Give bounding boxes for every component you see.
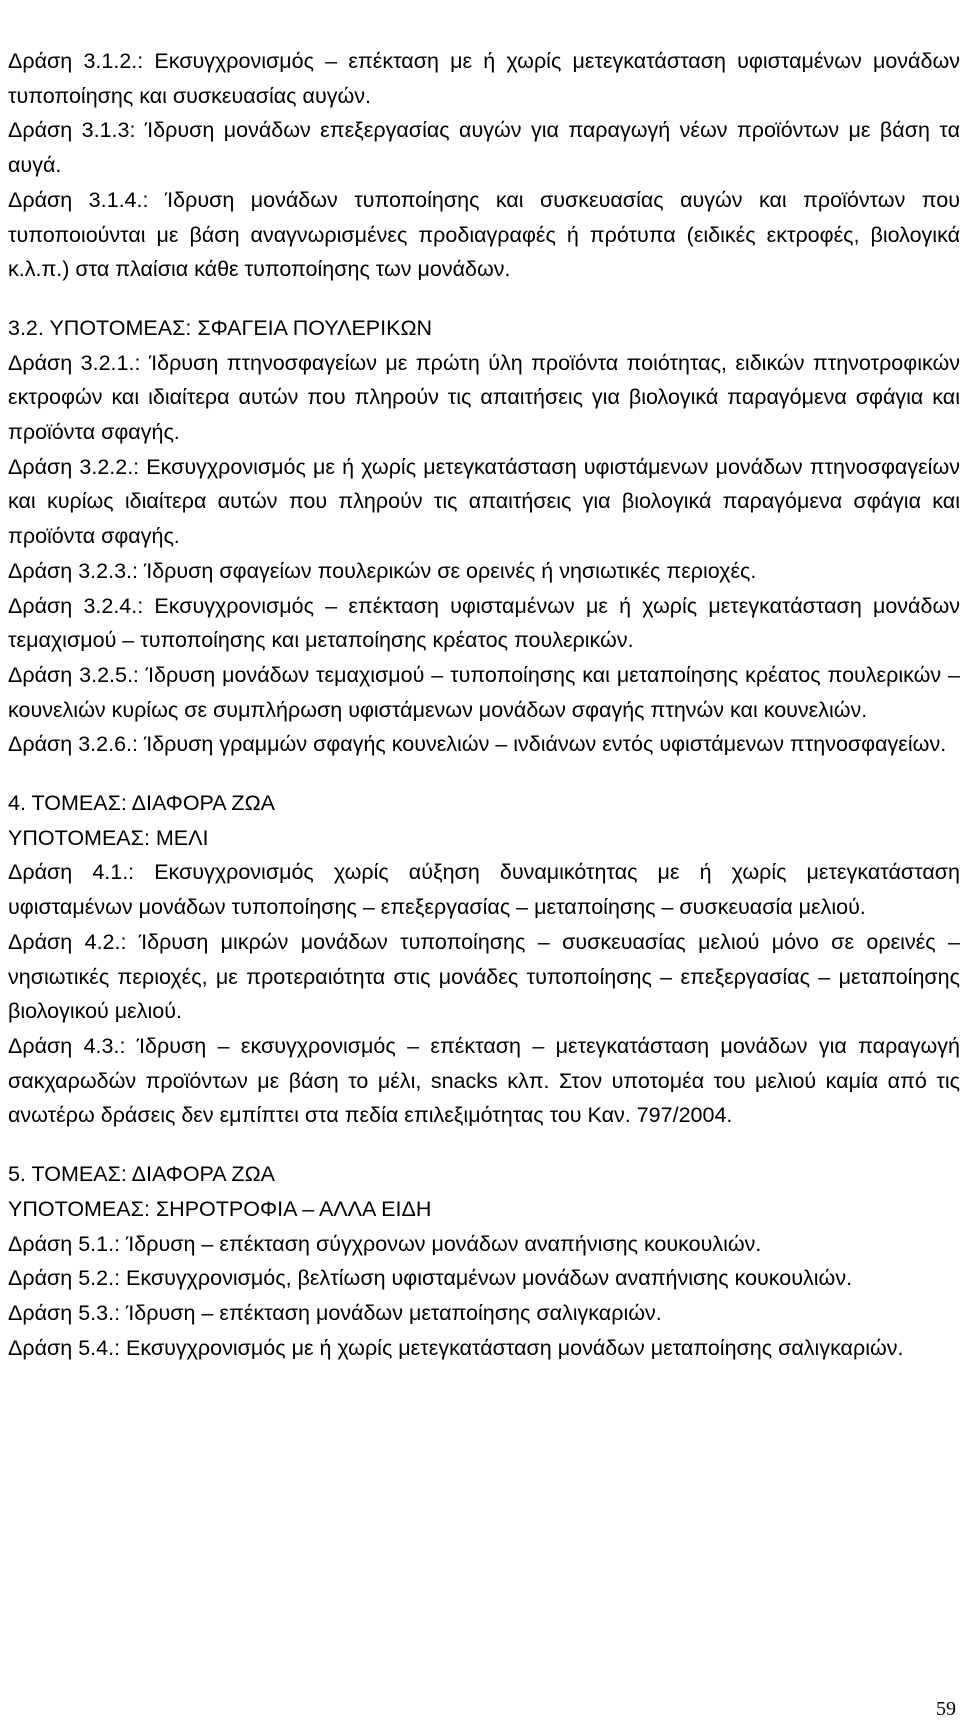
document-page [8, 44, 960, 1365]
action-4-1: Δράση 4.1.: Εκσυγχρονισμός χωρίς αύξηση δυναμικότητας με ή χωρίς μετεγκατάσταση υφισταμένων μονάδων τυποποίησης – επεξεργασίας – μεταποίησης – συσκευασία μελιού. [8, 860, 960, 920]
page-number: 59 [936, 1698, 956, 1720]
action-5-2: Δράση 5.2.: Εκσυγχρονισμός, βελτίωση υφισταμένων μονάδων αναπήνισης κουκουλιών. [8, 1266, 853, 1291]
action-5-1: Δράση 5.1.: Ίδρυση – επέκταση σύγχρονων μονάδων αναπήνισης κουκουλιών. [8, 1231, 762, 1256]
action-3-2-3: Δράση 3.2.3.: Ίδρυση σφαγείων πουλερικών σε ορεινές ή νησιωτικές περιοχές. [8, 558, 757, 583]
action-3-1-4: Δράση 3.1.4.: Ίδρυση μονάδων τυποποίησης και συσκευασίας αυγών και προϊόντων που τυποποιούνται με βάση αναγνωρισμένες προδιαγραφές ή πρότυπα (ειδικές εκτροφές, βιολογικά κ.λ.π.) στα πλαίσια κάθε τυποποίησης των μονάδων. [8, 187, 960, 282]
action-3-1-2: Δράση 3.1.2.: Εκσυγχρονισμός – επέκταση με ή χωρίς μετεγκατάσταση υφισταμένων μονάδων τυποποίησης και συσκευασίας αυγών. [8, 49, 960, 108]
action-3-2-4: Δράση 3.2.4.: Εκσυγχρονισμός – επέκταση υφισταμένων με ή χωρίς μετεγκατάσταση μονάδων τεμαχισμού – τυποποίησης και μεταποίησης κρέατος πουλερικών. [8, 593, 960, 653]
section-3-1 [8, 44, 960, 287]
action-3-2-2: Δράση 3.2.2.: Εκσυγχρονισμός με ή χωρίς μετεγκατάσταση υφιστάμενων μονάδων πτηνοσφαγείων και κυρίως ιδιαίτερα αυτών που πληρούν τις απαιτήσεις για βιολογικά παραγόμενα σφάγια και προϊόντα σφαγής. [8, 454, 960, 549]
action-3-2-5: Δράση 3.2.5.: Ίδρυση μονάδων τεμαχισμού – τυποποίησης και μεταποίησης κρέατος πουλερικών – κουνελιών κυρίως σε συμπλήρωση υφιστάμενων μονάδων σφαγής πτηνών και κουνελιών. [8, 662, 960, 722]
section-4 [8, 786, 960, 1133]
action-3-2-1: Δράση 3.2.1.: Ίδρυση πτηνοσφαγείων με πρώτη ύλη προϊόντα ποιότητας, ειδικών πτηνοτροφικών εκτροφών και ιδιαίτερα αυτών που πληρούν τις απαιτήσεις για βιολογικά παραγόμενα σφάγια και προϊόντα σφαγής. [8, 350, 960, 445]
section-heading-5: 5. ΤΟΜΕΑΣ: ΔΙΑΦΟΡΑ ΖΩΑ [8, 1162, 275, 1187]
action-5-3: Δράση 5.3.: Ίδρυση – επέκταση μονάδων μεταποίησης σαλιγκαριών. [8, 1300, 662, 1325]
section-gap [8, 1133, 960, 1157]
action-4-2: Δράση 4.2.: Ίδρυση μικρών μονάδων τυποποίησης – συσκευασίας μελιού μόνο σε ορεινές – νησιωτικές περιοχές, με προτεραιότητα στις μονάδες τυποποίησης – επεξεργασίας – μεταποίησης βιολογικού μελιού. [8, 929, 960, 1024]
action-3-1-3: Δράση 3.1.3: Ίδρυση μονάδων επεξεργασίας αυγών για παραγωγή νέων προϊόντων με βάση τα αυγά. [8, 118, 960, 178]
subsection-heading-4: ΥΠΟΤΟΜΕΑΣ: ΜΕΛΙ [8, 825, 209, 850]
section-heading-4: 4. ΤΟΜΕΑΣ: ΔΙΑΦΟΡΑ ΖΩΑ [8, 791, 275, 816]
section-gap [8, 762, 960, 786]
action-3-2-6: Δράση 3.2.6.: Ίδρυση γραμμών σφαγής κουνελιών – ινδιάνων εντός υφιστάμενων πτηνοσφαγείων. [8, 732, 947, 757]
action-5-4: Δράση 5.4.: Εκσυγχρονισμός με ή χωρίς μετεγκατάσταση μονάδων μεταποίησης σαλιγκαριών. [8, 1335, 904, 1360]
section-5 [8, 1157, 960, 1365]
section-3-2 [8, 311, 960, 762]
subsection-heading-5: ΥΠΟΤΟΜΕΑΣ: ΣΗΡΟΤΡΟΦΙΑ – ΑΛΛΑ ΕΙΔΗ [8, 1196, 432, 1221]
section-heading-3-2: 3.2. ΥΠΟΤΟΜΕΑΣ: ΣΦΑΓΕΙΑ ΠΟΥΛΕΡΙΚΩΝ [8, 315, 433, 340]
section-gap [8, 287, 960, 311]
action-4-3: Δράση 4.3.: Ίδρυση – εκσυγχρονισμός – επέκταση – μετεγκατάσταση μονάδων για παραγωγή σακχαρωδών προϊόντων με βάση το μέλι, snacks κλπ. Στον υποτομέα του μελιού καμία από τις ανωτέρω δράσεις δεν εμπίπτει στα πεδία επιλεξιμότητας του Καν. 797/2004. [8, 1033, 960, 1128]
